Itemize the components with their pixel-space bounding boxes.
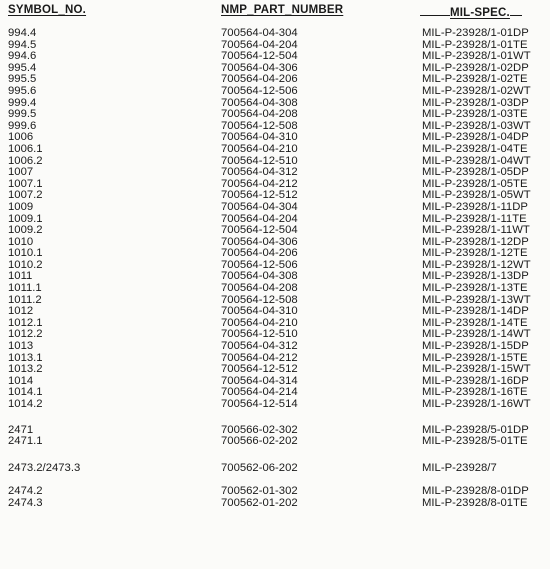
part-number-cell: 700564-12-514 bbox=[221, 398, 298, 410]
part-number-cell: 700564-04-308 bbox=[221, 96, 298, 109]
mil-spec-cell: MIL-P-23928/1-15WT bbox=[422, 363, 531, 376]
header-mil-spec: MIL-SPEC. bbox=[420, 4, 522, 18]
mil-spec-cell: MIL-P-23928/1-13TE bbox=[422, 282, 528, 295]
mil-spec-cell: MIL-P-23928/1-14DP bbox=[422, 305, 529, 318]
table-row bbox=[0, 167, 550, 179]
symbol-no-cell: 2474.3 bbox=[8, 496, 43, 509]
part-number-cell: 700564-12-510 bbox=[221, 154, 298, 167]
part-number-cell: 700564-12-508 bbox=[221, 119, 298, 132]
mil-spec-cell: MIL-P-23928/1-04DP bbox=[422, 131, 529, 144]
mil-spec-cell: MIL-P-23928/5-01TE bbox=[422, 435, 528, 448]
mil-spec-cell: MIL-P-23928/1-02TE bbox=[422, 73, 528, 86]
mil-spec-cell: MIL-P-23928/1-15DP bbox=[422, 340, 529, 353]
part-number-cell: 700566-02-202 bbox=[221, 435, 298, 448]
symbol-no-cell: 1009.1 bbox=[8, 212, 43, 225]
part-number-cell: 700564-04-208 bbox=[221, 108, 298, 121]
table-row bbox=[0, 202, 550, 214]
symbol-no-cell: 1011.2 bbox=[8, 293, 42, 306]
symbol-no-cell: 1009.2 bbox=[8, 224, 43, 237]
symbol-no-cell: 1006.1 bbox=[8, 142, 43, 155]
part-number-cell: 700562-06-202 bbox=[221, 461, 298, 474]
part-number-cell: 700564-04-206 bbox=[221, 247, 298, 260]
parts-table bbox=[0, 28, 550, 510]
symbol-no-cell: 1007.1 bbox=[8, 177, 43, 190]
table-row bbox=[0, 28, 550, 40]
symbol-no-cell: 1007.2 bbox=[8, 189, 43, 202]
table-row bbox=[0, 463, 550, 475]
symbol-no-cell: 1010 bbox=[8, 235, 34, 248]
symbol-no-cell: 1011.1 bbox=[8, 282, 42, 295]
symbol-no-cell: 999.4 bbox=[8, 96, 37, 109]
symbol-no-cell: 1014.1 bbox=[8, 386, 43, 399]
symbol-no-cell: 1014 bbox=[8, 374, 34, 387]
table-row bbox=[0, 399, 550, 411]
symbol-no-cell: 1013.1 bbox=[8, 351, 43, 364]
symbol-no-cell: 1007 bbox=[8, 166, 34, 179]
mil-spec-cell: MIL-P-23928/8-01TE bbox=[422, 496, 528, 509]
mil-spec-cell: MIL-P-23928/7 bbox=[422, 461, 497, 474]
mil-spec-cell: MIL-P-23928/8-01DP bbox=[422, 485, 529, 498]
part-number-cell: 700564-04-208 bbox=[221, 282, 298, 295]
symbol-no-cell: 994.6 bbox=[8, 50, 37, 63]
symbol-no-cell: 994.5 bbox=[8, 38, 37, 51]
table-row bbox=[0, 436, 550, 448]
part-number-cell: 700564-04-304 bbox=[221, 200, 298, 213]
mil-spec-cell: MIL-P-23928/1-12WT bbox=[422, 258, 531, 271]
symbol-no-cell: 995.5 bbox=[8, 73, 37, 86]
mil-spec-cell: MIL-P-23928/1-12DP bbox=[422, 235, 529, 248]
table-row bbox=[0, 144, 550, 156]
part-number-cell: 700564-04-306 bbox=[221, 235, 298, 248]
group-spacer bbox=[0, 411, 550, 425]
part-number-cell: 700564-12-504 bbox=[221, 224, 298, 237]
part-number-cell: 700564-04-212 bbox=[221, 351, 298, 364]
table-row bbox=[0, 498, 550, 510]
part-number-cell: 700564-04-210 bbox=[221, 142, 298, 155]
part-number-cell: 700564-12-504 bbox=[221, 50, 298, 63]
part-number-cell: 700564-04-204 bbox=[221, 38, 298, 51]
header-symbol-no: SYMBOL_NO. bbox=[8, 4, 87, 16]
part-number-cell: 700564-04-206 bbox=[221, 73, 298, 86]
symbol-no-cell: 1014.2 bbox=[8, 398, 43, 410]
mil-spec-cell: MIL-P-23928/5-01DP bbox=[422, 423, 529, 436]
part-number-cell: 700564-04-306 bbox=[221, 61, 298, 74]
part-number-cell: 700564-04-308 bbox=[221, 270, 298, 283]
symbol-no-cell: 1009 bbox=[8, 200, 34, 213]
symbol-no-cell: 1010.1 bbox=[8, 247, 43, 260]
symbol-no-cell: 2474.2 bbox=[8, 485, 43, 498]
header-nmp-part-number: NMP_PART_NUMBER bbox=[221, 4, 344, 16]
mil-spec-cell: MIL-P-23928/1-16TE bbox=[422, 386, 528, 399]
symbol-no-cell: 999.5 bbox=[8, 108, 37, 121]
part-number-cell: 700564-04-304 bbox=[221, 27, 298, 39]
part-number-cell: 700564-12-512 bbox=[221, 189, 298, 202]
mil-spec-cell: MIL-P-23928/1-13WT bbox=[422, 293, 531, 306]
symbol-no-cell: 1006 bbox=[8, 131, 34, 144]
table-row bbox=[0, 341, 550, 353]
part-number-cell: 700564-12-506 bbox=[221, 258, 298, 271]
symbol-no-cell: 1013 bbox=[8, 340, 34, 353]
mil-spec-cell: MIL-P-23928/1-14TE bbox=[422, 316, 528, 329]
mil-spec-cell: MIL-P-23928/1-01DP bbox=[422, 27, 529, 39]
part-number-cell: 700564-12-512 bbox=[221, 363, 298, 376]
mil-spec-cell: MIL-P-23928/1-05TE bbox=[422, 177, 528, 190]
part-number-cell: 700564-04-204 bbox=[221, 212, 298, 225]
part-number-cell: 700564-12-506 bbox=[221, 84, 298, 97]
mil-spec-cell: MIL-P-23928/1-16DP bbox=[422, 374, 529, 387]
part-number-cell: 700566-02-302 bbox=[221, 423, 298, 436]
part-number-cell: 700562-01-202 bbox=[221, 496, 298, 509]
table-row bbox=[0, 283, 550, 295]
symbol-no-cell: 995.4 bbox=[8, 61, 37, 74]
mil-spec-cell: MIL-P-23928/1-01TE bbox=[422, 38, 528, 51]
symbol-no-cell: 2473.2/2473.3 bbox=[8, 461, 81, 474]
symbol-no-cell: 1006.2 bbox=[8, 154, 43, 167]
table-row bbox=[0, 225, 550, 237]
symbol-no-cell: 1012 bbox=[8, 305, 34, 318]
part-number-cell: 700564-12-508 bbox=[221, 293, 298, 306]
symbol-no-cell: 1012.1 bbox=[8, 316, 43, 329]
mil-spec-cell: MIL-P-23928/1-12TE bbox=[422, 247, 528, 260]
mil-spec-cell: MIL-P-23928/1-02DP bbox=[422, 61, 529, 74]
header-underline-trail bbox=[510, 4, 522, 16]
mil-spec-cell: MIL-P-23928/1-01WT bbox=[422, 50, 531, 63]
mil-spec-cell: MIL-P-23928/1-05DP bbox=[422, 166, 529, 179]
part-number-cell: 700564-04-212 bbox=[221, 177, 298, 190]
mil-spec-cell: MIL-P-23928/1-16WT bbox=[422, 398, 531, 410]
symbol-no-cell: 995.6 bbox=[8, 84, 37, 97]
mil-spec-cell: MIL-P-23928/1-03DP bbox=[422, 96, 529, 109]
part-number-cell: 700564-04-310 bbox=[221, 305, 298, 318]
mil-spec-cell: MIL-P-23928/1-11TE bbox=[422, 212, 527, 225]
mil-spec-cell: MIL-P-23928/1-14WT bbox=[422, 328, 531, 341]
mil-spec-cell: MIL-P-23928/1-05WT bbox=[422, 189, 531, 202]
part-number-cell: 700564-12-510 bbox=[221, 328, 298, 341]
part-number-cell: 700564-04-210 bbox=[221, 316, 298, 329]
mil-spec-cell: MIL-P-23928/1-02WT bbox=[422, 84, 531, 97]
mil-spec-cell: MIL-P-23928/1-11WT bbox=[422, 224, 530, 237]
part-number-cell: 700564-04-312 bbox=[221, 340, 298, 353]
table-row bbox=[0, 109, 550, 121]
symbol-no-cell: 1013.2 bbox=[8, 363, 43, 376]
group-spacer bbox=[0, 448, 550, 463]
part-number-cell: 700564-04-214 bbox=[221, 386, 298, 399]
part-number-cell: 700564-04-310 bbox=[221, 131, 298, 144]
symbol-no-cell: 994.4 bbox=[8, 27, 37, 39]
symbol-no-cell: 2471.1 bbox=[8, 435, 43, 448]
symbol-no-cell: 1010.2 bbox=[8, 258, 43, 271]
part-number-cell: 700564-04-314 bbox=[221, 374, 298, 387]
symbol-no-cell: 999.6 bbox=[8, 119, 37, 132]
symbol-no-cell: 1012.2 bbox=[8, 328, 43, 341]
mil-spec-cell: MIL-P-23928/1-15TE bbox=[422, 351, 528, 364]
symbol-no-cell: 2471 bbox=[8, 423, 34, 436]
table-row bbox=[0, 86, 550, 98]
mil-spec-cell: MIL-P-23928/1-04WT bbox=[422, 154, 531, 167]
mil-spec-cell: MIL-P-23928/1-11DP bbox=[422, 200, 528, 213]
part-number-cell: 700562-01-302 bbox=[221, 485, 298, 498]
mil-spec-cell: MIL-P-23928/1-04TE bbox=[422, 142, 528, 155]
symbol-no-cell: 1011 bbox=[8, 270, 33, 283]
mil-spec-cell: MIL-P-23928/1-03TE bbox=[422, 108, 528, 121]
header-underline-lead bbox=[420, 4, 450, 16]
mil-spec-cell: MIL-P-23928/1-13DP bbox=[422, 270, 529, 283]
part-number-cell: 700564-04-312 bbox=[221, 166, 298, 179]
mil-spec-cell: MIL-P-23928/1-03WT bbox=[422, 119, 531, 132]
